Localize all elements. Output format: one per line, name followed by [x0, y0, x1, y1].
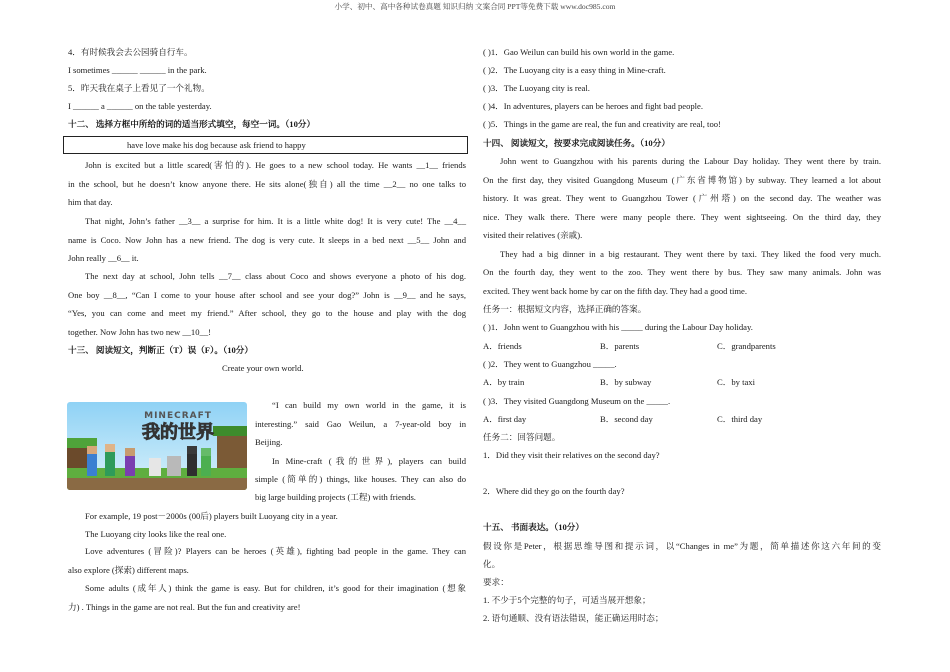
tf-3: ( )3．The Luoyang city is real. [483, 83, 590, 93]
tf-5: ( )5．Things in the game are real, the fun and creativity are real, too! [483, 119, 721, 129]
task-2-title: 任务二：回答问题。 [483, 432, 561, 442]
mc-2-question: ( )2．They went to Guangzhou _____. [483, 359, 617, 369]
mc-3-question: ( )3．They visited Guangdong Museum on the _____. [483, 396, 671, 406]
mc-1-option-c: C．grandparents [717, 341, 776, 351]
side-line-2: interesting.” said Gao Weilun, a 7-year-old boy in [255, 419, 466, 429]
tf-4: ( )4．In adventures, players can be heroes and fight bad people. [483, 101, 704, 111]
r-p1-line-4: nice. They walk there. There were many people there. They went sightseeing. On the third day, they [483, 212, 881, 222]
p2-line-2: name is Coco. Now John has a new friend. The dog is very cute. It sleeps in a bed next __5__ John and [68, 235, 466, 245]
r-p2-line-1: They had a big dinner in a big restaurant. They went there by taxi. They liked the food very much. [500, 249, 881, 259]
r-p2-line-3: excited. They went back home by car on the fifth day. They had a good time. [483, 286, 748, 296]
minecraft-image [67, 402, 247, 490]
after-line-4: also explore (探索) different maps. [68, 565, 189, 575]
word-box [63, 136, 468, 154]
side-line-4: In Mine-craft (我的世界), players can build [272, 456, 466, 466]
mc-1-option-b: B．parents [600, 341, 640, 351]
p2-line-3: John really __6__ it. [68, 253, 139, 263]
section-14-title: 十四、 阅读短文，按要求完成阅读任务。（10分） [483, 138, 670, 148]
r-p2-line-2: On the fourth day, they went to the zoo. They went there by bus. They saw many animals. John was [483, 267, 881, 277]
p1-line-3: him that day. [68, 197, 113, 207]
section-15-title: 十五、 书面表达。（10分） [483, 522, 584, 532]
mc-2-option-a: A．by train [483, 377, 525, 387]
p3-line-1: The next day at school, John tells __7__ class about Coco and shows everyone a photo of his dog. [85, 271, 466, 281]
mc-2-option-c: C．by taxi [717, 377, 755, 387]
page-header: 小学、初中、高中各种试卷真题 知识归纳 文案合同 PPT等免费下载 www.doc985.com [334, 2, 616, 11]
minecraft-cn-logo: 我的世界 [142, 422, 214, 443]
tf-1: ( )1．Gao Weilun can build his own world in the game. [483, 47, 675, 57]
qa-1-question: 1．Did they visit their relatives on the second day? [483, 450, 660, 460]
q4-english: I sometimes ______ ______ in the park. [68, 65, 207, 75]
mc-1-question: ( )1．John went to Guangzhou with his _____ during the Labour Day holiday. [483, 322, 753, 332]
mc-1-option-a: A．friends [483, 341, 522, 351]
r-p1-line-5: visited their relatives (亲戚). [483, 230, 583, 240]
qa-2-question: 2．Where did they go on the fourth day? [483, 486, 625, 496]
task-1-title: 任务一：根据短文内容，选择正确的答案。 [483, 304, 647, 314]
mc-3-option-a: A．first day [483, 414, 527, 424]
r-p1-line-1: John went to Guangzhou with his parents during the Labour Day holiday. They went there by train. [500, 156, 881, 166]
after-line-2: The Luoyang city looks like the real one. [85, 529, 227, 539]
p3-line-4: together. Now John has two new __10__! [68, 327, 211, 337]
mc-3-option-c: C．third day [717, 414, 763, 424]
mc-3-option-b: B．second day [600, 414, 653, 424]
after-line-3: Love adventures (冒险)? Players can be heroes (英雄), fighting bad people in the game. They can [85, 546, 466, 556]
writing-line-1: 假设你是Peter，根据思维导图和提示词，以“Changes in me”为题，简单描述你这六年间的变 [483, 541, 881, 551]
side-line-1: “I can build my own world in the game, it is [272, 400, 466, 410]
section-13-title: 十三、 阅读短文，判断正（T）误（F）。（10分） [68, 345, 253, 355]
section-13-subtitle: Create your own world. [222, 363, 304, 373]
q4-chinese: 4．有时候我会去公园骑自行车。 [68, 47, 193, 57]
p2-line-1: That night, John’s father __3__ a surprise for him. It is a little white dog! It is very cute! The __4__ [85, 216, 466, 226]
mc-2-option-b: B．by subway [600, 377, 652, 387]
writing-req-2: 2. 语句通顺、没有语法错误，能正确运用时态； [483, 613, 664, 623]
writing-req-1: 1. 不少于5个完整的句子，可适当展开想象； [483, 595, 651, 605]
r-p1-line-3: history. It was great. They went to Guangzhou Tower (广州塔) on the second day. The weather was [483, 193, 881, 203]
p3-line-3: “Yes, you can come and meet my friend.” After school, they go to the house and play with the dog [68, 308, 466, 318]
after-line-6: 力) . Things in the game are not real. But the fun and creativity are! [68, 602, 301, 612]
q5-chinese: 5．昨天我在桌子上看见了一个礼物。 [68, 83, 210, 93]
side-line-5: simple (简单的) things, like houses. They can also do [255, 474, 466, 484]
side-line-6: big large building projects (工程) with friends. [255, 492, 416, 502]
minecraft-logo-text: MINECRAFT [144, 411, 212, 421]
after-line-5: Some adults (成年人) think the game is easy. But for children, it’s good for their imagination (想象 [85, 583, 466, 593]
side-line-3: Beijing. [255, 437, 283, 447]
writing-line-2: 化。 [483, 559, 501, 569]
p1-line-2: in the school, but he doesn’t know anyone there. He sits alone(独自) all the time __2__ no one talks to [68, 179, 466, 189]
p3-line-2: One boy __8__, “Can I come to your house after school and see your dog?” John is __9__ and he says, [68, 290, 466, 300]
after-line-1: For example, 19 post－2000s (00后) players built Luoyang city in a year. [85, 511, 338, 521]
p1-line-1: John is excited but a little scared(害怕的). He goes to a new school today. He wants __1__ friends [85, 160, 466, 170]
word-box-words: have love make his dog because ask friend to happy [127, 140, 306, 150]
tf-2: ( )2．The Luoyang city is a easy thing in Mine-craft. [483, 65, 666, 75]
section-12-title: 十二、 选择方框中所给的词的适当形式填空，每空一词。（10分） [68, 119, 316, 129]
writing-requirements: 要求： [483, 577, 509, 587]
q5-english: I ______ a ______ on the table yesterday. [68, 101, 212, 111]
r-p1-line-2: On the first day, they visited Guangdong Museum (广东省博物馆) by subway. They learned a lot about [483, 175, 881, 185]
